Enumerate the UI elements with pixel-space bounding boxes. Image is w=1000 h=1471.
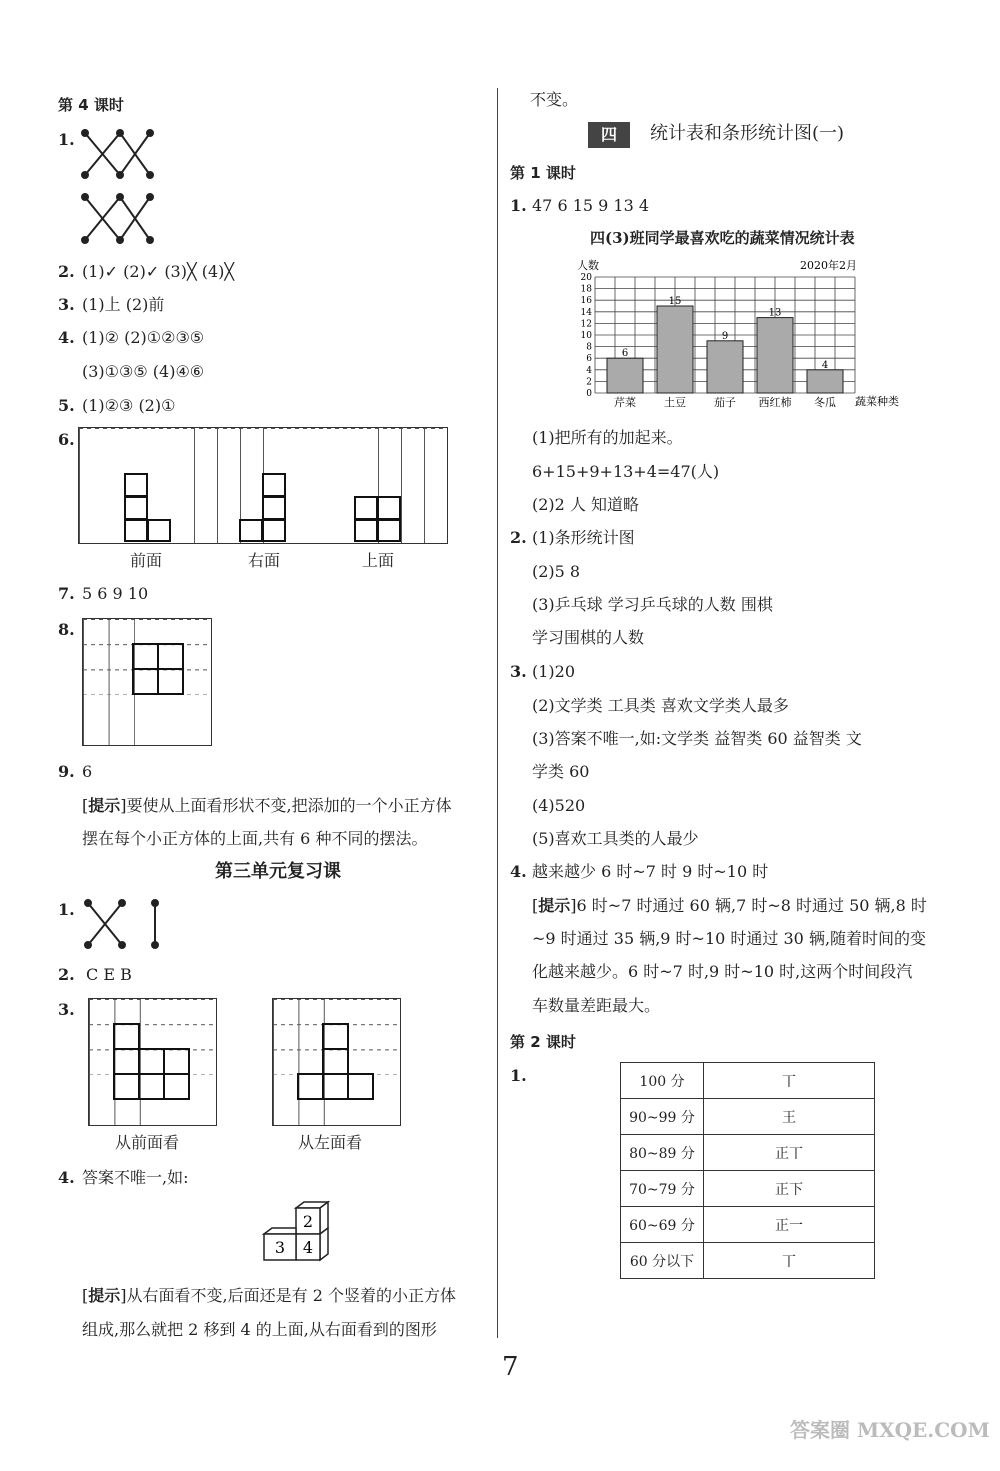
chart-y-tick: 10 bbox=[580, 331, 592, 341]
chart-y-tick: 0 bbox=[586, 389, 592, 399]
r4-hint-line2: 组成,那么就把 2 移到 4 的上面,从右面看到的图形 bbox=[82, 1320, 437, 1339]
tally-range: 60 分以下 bbox=[621, 1243, 704, 1279]
q6-front-square bbox=[124, 473, 148, 497]
r3-left-square bbox=[322, 1073, 349, 1100]
rq4-number: 4. bbox=[510, 862, 527, 881]
lesson2-title: 第 2 课时 bbox=[510, 1033, 576, 1051]
chart-y-tick: 4 bbox=[586, 365, 592, 376]
r3-front-square bbox=[113, 1073, 140, 1100]
rq1-number: 1. bbox=[510, 196, 527, 215]
tally-row bbox=[621, 1207, 875, 1243]
r3-left-square bbox=[297, 1073, 324, 1100]
q1-number: 1. bbox=[58, 130, 75, 149]
q3-number: 3. bbox=[58, 295, 75, 314]
r3-left-square bbox=[322, 1048, 349, 1075]
r4-number: 4. bbox=[58, 1168, 75, 1187]
q6-top-square bbox=[377, 496, 401, 520]
rq3-line: (3)答案不唯一,如:文学类 益智类 60 益智类 文 bbox=[532, 729, 862, 748]
tally-row bbox=[621, 1099, 875, 1135]
q7-answer: 5 6 9 10 bbox=[82, 584, 149, 603]
tally-row bbox=[621, 1135, 875, 1171]
rq1-line: 6+15+9+13+4=47(人) bbox=[532, 462, 720, 481]
q9-hint-line1: [提示]要使从上面看形状不变,把添加的一个小正方体 bbox=[82, 796, 452, 815]
q4-answer-line2: (3)①③⑤ (4)④⑥ bbox=[82, 362, 205, 381]
rq3-line: 学类 60 bbox=[532, 762, 590, 781]
cube-stack-diagram bbox=[258, 1200, 338, 1270]
r4-hint-line1: [提示]从右面看不变,后面还是有 2 个竖着的小正方体 bbox=[82, 1286, 456, 1305]
hint-text: 要使从上面看形状不变,把添加的一个小正方体 bbox=[126, 796, 452, 815]
tally-mark: 王 bbox=[704, 1099, 875, 1135]
unit-title: 统计表和条形统计图(一) bbox=[650, 123, 845, 144]
cube-label: 2 bbox=[302, 1212, 314, 1231]
r4-answer: 答案不唯一,如: bbox=[82, 1168, 189, 1187]
tally-mark: 丅 bbox=[704, 1243, 875, 1279]
q3-answer: (1)上 (2)前 bbox=[82, 295, 165, 314]
chart-y-tick: 12 bbox=[580, 319, 592, 330]
chart-bar bbox=[807, 370, 843, 393]
unit-badge: 四 bbox=[588, 122, 630, 148]
chart-bar bbox=[757, 318, 793, 393]
chart-y-tick: 20 bbox=[580, 273, 592, 283]
watermark: 答案圈 MXQE.COM bbox=[790, 1418, 990, 1442]
hint-text: 从右面看不变,后面还是有 2 个竖着的小正方体 bbox=[126, 1286, 456, 1305]
q6-caption-right: 右面 bbox=[248, 551, 281, 570]
q6-right-square bbox=[239, 519, 263, 542]
q5-answer: (1)②③ (2)① bbox=[82, 396, 176, 415]
tally-row bbox=[621, 1243, 875, 1279]
q8-square bbox=[157, 643, 184, 670]
q9-hint-line2: 摆在每个小正方体的上面,共有 6 种不同的摆法。 bbox=[82, 829, 428, 848]
rq4-hint-line: 车数量差距最大。 bbox=[532, 996, 661, 1015]
cube-label: 3 bbox=[274, 1238, 286, 1257]
chart-title: 四(3)班同学最喜欢吃的蔬菜情况统计表 bbox=[590, 229, 855, 247]
rq3-number: 3. bbox=[510, 662, 527, 681]
rq1-line: (2)2 人 知道略 bbox=[532, 495, 640, 514]
chart-y-tick: 8 bbox=[586, 342, 592, 353]
rq1-line: (1)把所有的加起来。 bbox=[532, 428, 683, 447]
chart-x-tick: 西红柿 bbox=[758, 396, 792, 409]
r3-caption-left: 从左面看 bbox=[298, 1133, 363, 1152]
tally-range: 60~69 分 bbox=[621, 1207, 704, 1243]
page-number: 7 bbox=[502, 1352, 519, 1382]
q8-square bbox=[132, 643, 159, 670]
chart-data-label: 6 bbox=[621, 348, 629, 360]
r3-front-square bbox=[138, 1048, 165, 1075]
rq4-hint-line1: [提示]6 时~7 时通过 60 辆,7 时~8 时通过 50 辆,8 时 bbox=[532, 896, 927, 915]
r3-front-square bbox=[113, 1023, 140, 1050]
r3-front-square bbox=[138, 1073, 165, 1100]
q8-square bbox=[157, 668, 184, 695]
lesson4-title: 第 4 课时 bbox=[58, 96, 124, 114]
chart-data-label: 15 bbox=[668, 296, 682, 307]
chart-date: 2020年2月 bbox=[800, 259, 857, 272]
tally-mark: 正下 bbox=[704, 1171, 875, 1207]
q6-top-square bbox=[377, 519, 401, 542]
chart-x-label: 蔬菜种类 bbox=[855, 395, 899, 408]
chart-y-tick: 16 bbox=[580, 296, 592, 307]
q6-top-square bbox=[354, 496, 378, 520]
tally-table bbox=[620, 1062, 875, 1279]
tally-mark: 丅 bbox=[704, 1063, 875, 1099]
q9-answer: 6 bbox=[82, 762, 93, 781]
q8-number: 8. bbox=[58, 620, 75, 639]
continued-text: 不变。 bbox=[530, 90, 579, 109]
r3-caption-front: 从前面看 bbox=[115, 1133, 180, 1152]
q6-front-square bbox=[147, 519, 171, 542]
q4-answer-line1: (1)② (2)①②③⑤ bbox=[82, 328, 205, 347]
rq1-answer: 47 6 15 9 13 4 bbox=[532, 196, 650, 215]
tally-row bbox=[621, 1171, 875, 1207]
chart-y-tick: 14 bbox=[580, 307, 592, 318]
lesson1-title: 第 1 课时 bbox=[510, 164, 576, 182]
rq4-hint-line: ~9 时通过 35 辆,9 时~10 时通过 30 辆,随着时间的变 bbox=[532, 929, 927, 948]
q6-right-square bbox=[262, 473, 286, 497]
cube-label: 4 bbox=[302, 1238, 314, 1257]
tally-row bbox=[621, 1063, 875, 1099]
chart-data-label: 9 bbox=[721, 330, 729, 342]
tally-mark: 正丅 bbox=[704, 1135, 875, 1171]
q6-top-square bbox=[354, 519, 378, 542]
r3-front-square bbox=[163, 1048, 190, 1075]
r3-front-square bbox=[113, 1048, 140, 1075]
chart-data-label: 13 bbox=[768, 307, 782, 319]
rq2-line: 学习围棋的人数 bbox=[532, 628, 645, 647]
rq3-line: (5)喜欢工具类的人最少 bbox=[532, 829, 699, 848]
rq2-line: (2)5 8 bbox=[532, 562, 581, 581]
r3-left-square bbox=[322, 1023, 349, 1050]
rq4-hint-line: 化越来越少。6 时~7 时,9 时~10 时,这两个时间段汽 bbox=[532, 962, 913, 981]
hint-label: 提示 bbox=[538, 896, 571, 915]
tally-range: 70~79 分 bbox=[621, 1171, 704, 1207]
q8-square bbox=[132, 668, 159, 695]
r3-front-square bbox=[163, 1073, 190, 1100]
q2-answer: (1)✓ (2)✓ (3)╳ (4)╳ bbox=[82, 262, 234, 281]
q6-caption-front: 前面 bbox=[130, 551, 163, 570]
q9-number: 9. bbox=[58, 762, 75, 781]
tally-mark: 正一 bbox=[704, 1207, 875, 1243]
q6-caption-top: 上面 bbox=[362, 551, 395, 570]
chart-x-tick: 芹菜 bbox=[614, 396, 636, 409]
bar-chart bbox=[560, 255, 905, 410]
review-title: 第三单元复习课 bbox=[215, 861, 341, 882]
q7-number: 7. bbox=[58, 584, 75, 603]
chart-bar bbox=[657, 306, 693, 393]
q6-front-square bbox=[124, 496, 148, 520]
q2-number: 2. bbox=[58, 262, 75, 281]
chart-y-label: 人数 bbox=[577, 259, 599, 272]
hint-text: 6 时~7 时通过 60 辆,7 时~8 时通过 50 辆,8 时 bbox=[576, 896, 927, 915]
chart-y-tick: 2 bbox=[586, 377, 592, 388]
matching-lines-diagram bbox=[75, 125, 165, 250]
r2-number: 2. bbox=[58, 965, 75, 984]
r3-left-square bbox=[347, 1073, 374, 1100]
r3-number: 3. bbox=[58, 1000, 75, 1019]
q6-right-square bbox=[262, 496, 286, 520]
rq4-answer: 越来越少 6 时~7 时 9 时~10 时 bbox=[532, 862, 769, 881]
tally-range: 90~99 分 bbox=[621, 1099, 704, 1135]
rq3-line: (1)20 bbox=[532, 662, 576, 681]
rq2-line: (3)乒乓球 学习乒乓球的人数 围棋 bbox=[532, 595, 773, 614]
rq2-line: (1)条形统计图 bbox=[532, 528, 635, 547]
chart-x-tick: 土豆 bbox=[664, 396, 686, 409]
rq2-number: 2. bbox=[510, 528, 527, 547]
q6-right-square bbox=[262, 519, 286, 542]
rq3-line: (2)文学类 工具类 喜欢文学类人最多 bbox=[532, 696, 789, 715]
chart-x-tick: 茄子 bbox=[714, 396, 736, 409]
q6-number: 6. bbox=[58, 430, 75, 449]
column-divider bbox=[497, 88, 498, 1338]
chart-y-tick: 6 bbox=[586, 354, 592, 365]
hint-label: 提示 bbox=[88, 796, 121, 815]
q6-front-square bbox=[124, 519, 148, 542]
q4-number: 4. bbox=[58, 328, 75, 347]
tally-range: 80~89 分 bbox=[621, 1135, 704, 1171]
l2q1-number: 1. bbox=[510, 1066, 527, 1085]
r2-answer: C E B bbox=[86, 965, 132, 984]
chart-y-tick: 18 bbox=[580, 284, 592, 295]
tally-range: 100 分 bbox=[621, 1063, 704, 1099]
hint-label: 提示 bbox=[88, 1286, 121, 1305]
rq3-line: (4)520 bbox=[532, 796, 586, 815]
chart-bar bbox=[707, 341, 743, 393]
chart-data-label: 4 bbox=[821, 359, 829, 371]
r1-lines-diagram bbox=[80, 895, 170, 955]
chart-x-tick: 冬瓜 bbox=[814, 396, 836, 409]
q5-number: 5. bbox=[58, 396, 75, 415]
r1-number: 1. bbox=[58, 900, 75, 919]
chart-bar bbox=[607, 358, 643, 393]
